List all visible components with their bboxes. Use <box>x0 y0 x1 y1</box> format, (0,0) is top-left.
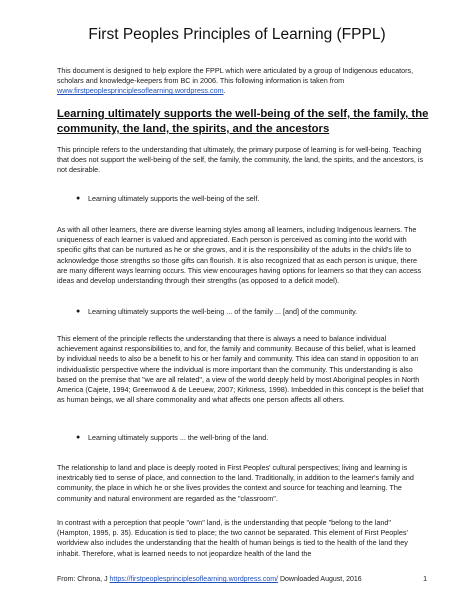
bullet-dot: ● <box>76 434 81 441</box>
paragraph-learners: As with all other learners, there are diverse learning styles among all learners, including Indigenous learners. The uniqueness of each learner is valued and appreciated. Each person is perceived as coming into the world with specific gifts that can be nurtured as he or she grows, and it is the responsibility of the adults in the child's life to acknowledge those strengths so those gifts can flourish. It is also recognized that as each person is unique, there are many different ways learning occurs. This view encourages having options for learners so that they can access ideas and develop understanding through their strengths (as opposed to a deficit model). <box>57 225 422 286</box>
page-footer <box>57 575 427 585</box>
paragraph-family: This element of the principle reflects the understanding that there is always a need to balance individual achievement against responsibilities to, and for, the family and community. Because of this belief, what is learned by individual needs to also be a benefit to his or her family and community. This idea can stand in opposition to an individualistic perspective where the individual is more important than the community. This understanding is also based on the premise that "we are all related", a view of the world deeply held by most Aboriginal peoples in North America (Cajete, 1994; Greenwood & de Leeuew, 2007; Kirkness, 1998). Imbedded in this concept is the belief that as human beings, we all share commonality and what affects one person affects all others. <box>57 334 424 405</box>
bullet-dot: ● <box>76 195 81 202</box>
footer-from: From: Chrona, J <box>57 576 108 583</box>
footer-downloaded: Downloaded August, 2016 <box>279 576 362 583</box>
bullet-family-text: Learning ultimately supports the well-being ... of the family ... [and] of the community. <box>88 307 358 316</box>
paragraph-land: The relationship to land and place is deeply rooted in First Peoples' cultural perspectives; living and learning is inextricably tied to sense of place, and connection to the land. Traditionally, in addition to the learner's family and community, the place in which he or she lives provides the context and source for teaching and learning. The community and natural environment are regarded as the "classroom". <box>57 463 414 503</box>
bullet-dot: ● <box>76 308 81 315</box>
section-heading: Learning ultimately supports the well-being of the self, the family, the community, the land, the spirits, and the ancestors <box>57 108 429 135</box>
intro-text: This document is designed to help explore the FPPL which were articulated by a group of Indigenous educators, scholars and knowledge-keepers from BC in 2006. This following information is taken from <box>57 66 414 86</box>
intro-link[interactable]: www.firstpeoplesprinciplesoflearning.wordpress.com <box>57 86 224 96</box>
footer-link[interactable]: https://firstpeoplesprinciplesoflearning.wordpress.com/ <box>109 576 278 583</box>
paragraph-principle: This principle refers to the understanding that ultimately, the primary purpose of learning is for well-being. Teaching that does not support the well-being of the self, the family, the community, the land, the spirits, and the ancestors, is not desirable. <box>57 145 424 175</box>
intro-paragraph <box>57 66 425 97</box>
intro-after-link: . <box>223 86 226 96</box>
page-title: First Peoples Principles of Learning (FPPL) <box>88 26 386 43</box>
paragraph-belong: In contrast with a perception that people "own" land, is the understanding that people "belong to the land" (Hampton, 1995, p. 35). Education is tied to place; the two cannot be separated. This element of First Peoples' worldview also includes the understanding that the health of human beings is tied to the health of the land they inhabit. Therefore, what is learned needs to not jeopardize health of the land the <box>57 518 408 558</box>
bullet-self-text: Learning ultimately supports the well-being of the self. <box>88 194 260 203</box>
bullet-land-text: Learning ultimately supports ... the well-bring of the land. <box>88 433 269 442</box>
page-number: 1 <box>423 576 427 583</box>
